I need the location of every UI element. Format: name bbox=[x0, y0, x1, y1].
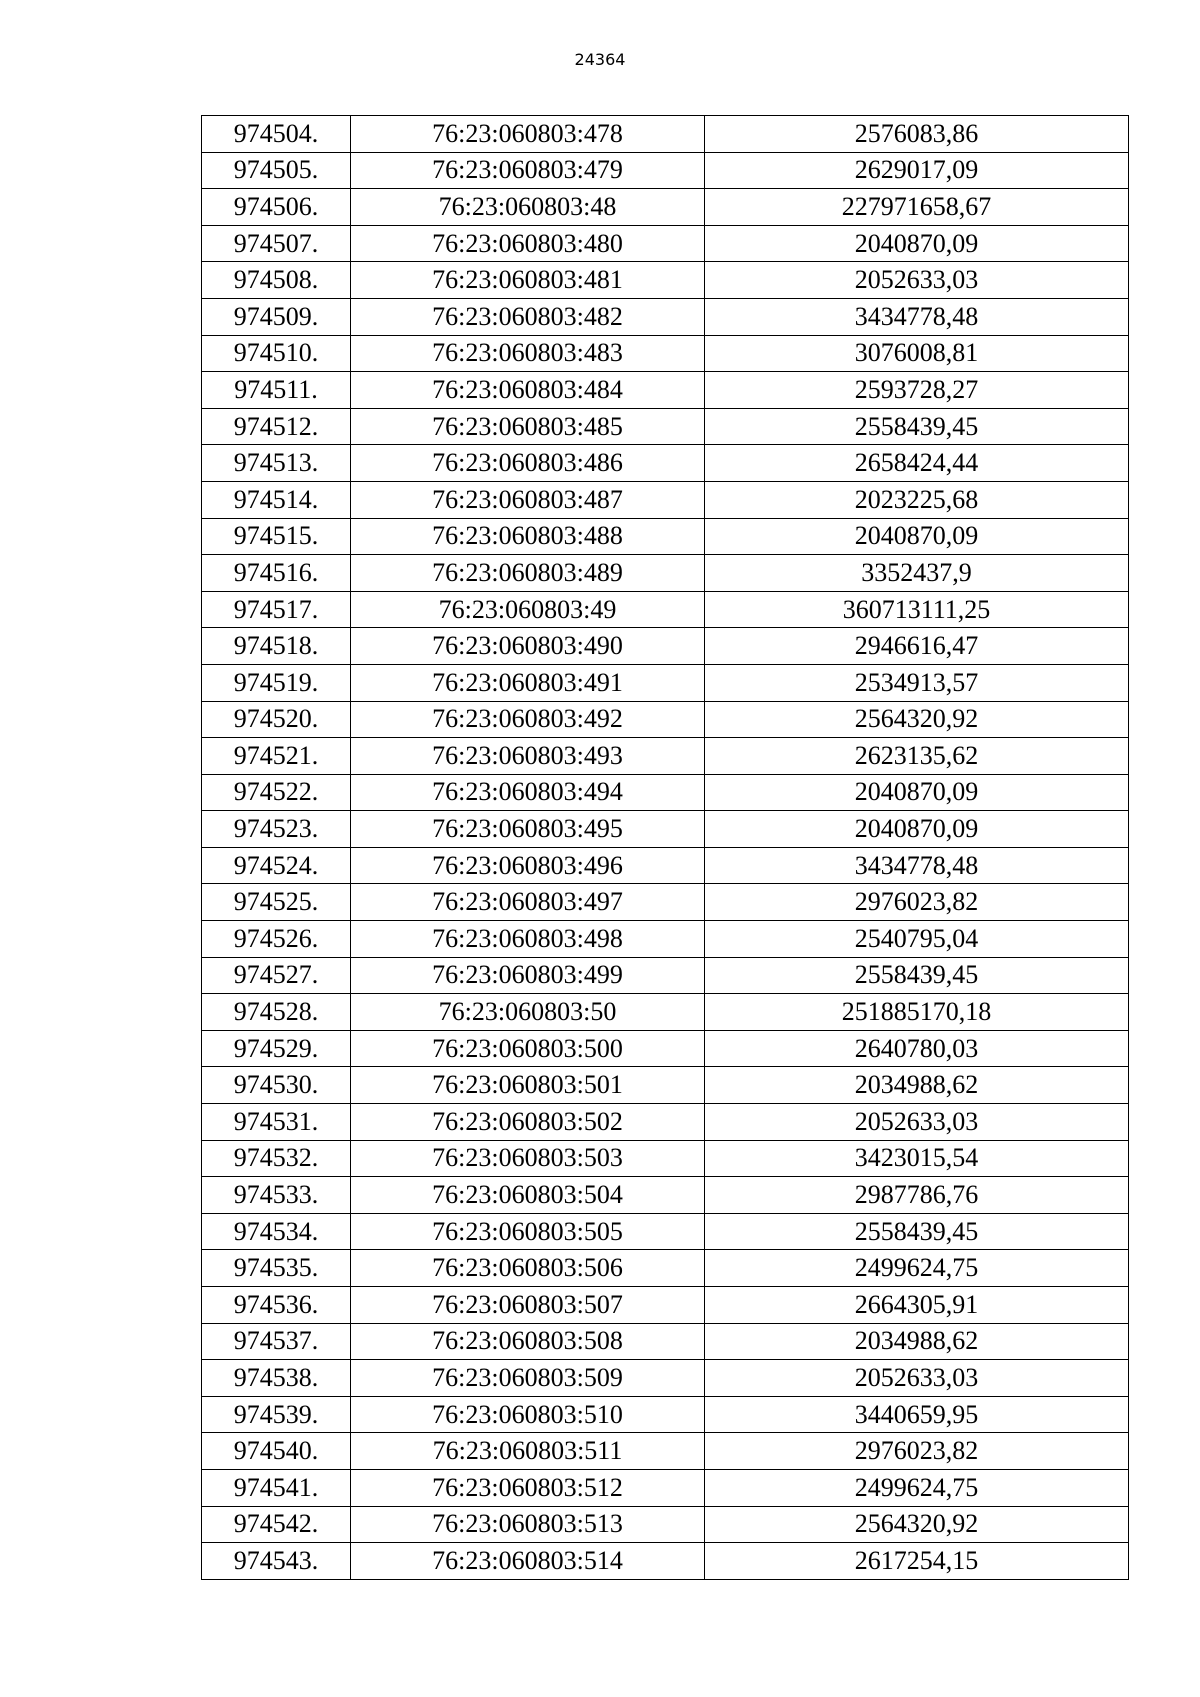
table-row bbox=[202, 1177, 1129, 1214]
table-row bbox=[202, 298, 1129, 335]
cadastral-value-cell: 2558439,45 bbox=[705, 408, 1129, 445]
table-row bbox=[202, 591, 1129, 628]
cadastral-number-cell: 76:23:060803:502 bbox=[351, 1104, 705, 1141]
table-row bbox=[202, 481, 1129, 518]
cadastral-number-cell: 76:23:060803:495 bbox=[351, 811, 705, 848]
table-row bbox=[202, 957, 1129, 994]
cadastral-value-cell: 2558439,45 bbox=[705, 1213, 1129, 1250]
row-number-cell: 974523. bbox=[202, 811, 351, 848]
row-number-cell: 974514. bbox=[202, 481, 351, 518]
cadastral-number-cell: 76:23:060803:493 bbox=[351, 738, 705, 775]
table-row bbox=[202, 1287, 1129, 1324]
row-number-cell: 974542. bbox=[202, 1506, 351, 1543]
row-number-cell: 974504. bbox=[202, 116, 351, 153]
cadastral-number-cell: 76:23:060803:499 bbox=[351, 957, 705, 994]
row-number-cell: 974513. bbox=[202, 445, 351, 482]
table-row bbox=[202, 225, 1129, 262]
row-number-cell: 974520. bbox=[202, 701, 351, 738]
cadastral-value-cell: 227971658,67 bbox=[705, 189, 1129, 226]
cadastral-value-cell: 2658424,44 bbox=[705, 445, 1129, 482]
table-row bbox=[202, 1213, 1129, 1250]
table-row bbox=[202, 811, 1129, 848]
cadastral-value-cell: 2976023,82 bbox=[705, 884, 1129, 921]
cadastral-value-cell: 2976023,82 bbox=[705, 1433, 1129, 1470]
row-number-cell: 974521. bbox=[202, 738, 351, 775]
row-number-cell: 974512. bbox=[202, 408, 351, 445]
table-row bbox=[202, 701, 1129, 738]
cadastral-number-cell: 76:23:060803:482 bbox=[351, 298, 705, 335]
cadastral-number-cell: 76:23:060803:513 bbox=[351, 1506, 705, 1543]
cadastral-value-cell: 2040870,09 bbox=[705, 225, 1129, 262]
cadastral-number-cell: 76:23:060803:492 bbox=[351, 701, 705, 738]
cadastral-number-cell: 76:23:060803:500 bbox=[351, 1030, 705, 1067]
row-number-cell: 974532. bbox=[202, 1140, 351, 1177]
cadastral-number-cell: 76:23:060803:503 bbox=[351, 1140, 705, 1177]
cadastral-value-cell: 3423015,54 bbox=[705, 1140, 1129, 1177]
row-number-cell: 974524. bbox=[202, 847, 351, 884]
row-number-cell: 974535. bbox=[202, 1250, 351, 1287]
cadastral-value-cell: 3434778,48 bbox=[705, 847, 1129, 884]
table-row bbox=[202, 1433, 1129, 1470]
cadastral-value-cell: 2987786,76 bbox=[705, 1177, 1129, 1214]
cadastral-number-cell: 76:23:060803:481 bbox=[351, 262, 705, 299]
row-number-cell: 974538. bbox=[202, 1360, 351, 1397]
cadastral-number-cell: 76:23:060803:512 bbox=[351, 1469, 705, 1506]
row-number-cell: 974541. bbox=[202, 1469, 351, 1506]
table-row bbox=[202, 1360, 1129, 1397]
row-number-cell: 974527. bbox=[202, 957, 351, 994]
row-number-cell: 974505. bbox=[202, 152, 351, 189]
table-row bbox=[202, 884, 1129, 921]
cadastral-number-cell: 76:23:060803:483 bbox=[351, 335, 705, 372]
table-row bbox=[202, 628, 1129, 665]
cadastral-number-cell: 76:23:060803:488 bbox=[351, 518, 705, 555]
row-number-cell: 974507. bbox=[202, 225, 351, 262]
row-number-cell: 974515. bbox=[202, 518, 351, 555]
cadastral-number-cell: 76:23:060803:498 bbox=[351, 921, 705, 958]
table-row bbox=[202, 372, 1129, 409]
row-number-cell: 974518. bbox=[202, 628, 351, 665]
cadastral-number-cell: 76:23:060803:490 bbox=[351, 628, 705, 665]
cadastral-number-cell: 76:23:060803:501 bbox=[351, 1067, 705, 1104]
cadastral-number-cell: 76:23:060803:514 bbox=[351, 1543, 705, 1580]
cadastral-number-cell: 76:23:060803:49 bbox=[351, 591, 705, 628]
table-row bbox=[202, 1067, 1129, 1104]
cadastral-value-cell: 2023225,68 bbox=[705, 481, 1129, 518]
cadastral-number-cell: 76:23:060803:504 bbox=[351, 1177, 705, 1214]
table-row bbox=[202, 994, 1129, 1031]
row-number-cell: 974525. bbox=[202, 884, 351, 921]
row-number-cell: 974533. bbox=[202, 1177, 351, 1214]
row-number-cell: 974519. bbox=[202, 664, 351, 701]
cadastral-value-cell: 2576083,86 bbox=[705, 116, 1129, 153]
row-number-cell: 974522. bbox=[202, 774, 351, 811]
cadastral-number-cell: 76:23:060803:507 bbox=[351, 1287, 705, 1324]
cadastral-value-cell: 2052633,03 bbox=[705, 1360, 1129, 1397]
row-number-cell: 974526. bbox=[202, 921, 351, 958]
table-row bbox=[202, 1543, 1129, 1580]
row-number-cell: 974510. bbox=[202, 335, 351, 372]
table-row bbox=[202, 116, 1129, 153]
row-number-cell: 974537. bbox=[202, 1323, 351, 1360]
table-row bbox=[202, 774, 1129, 811]
cadastral-value-cell: 360713111,25 bbox=[705, 591, 1129, 628]
cadastral-number-cell: 76:23:060803:486 bbox=[351, 445, 705, 482]
cadastral-value-cell: 2558439,45 bbox=[705, 957, 1129, 994]
cadastral-value-cell: 2623135,62 bbox=[705, 738, 1129, 775]
table-row bbox=[202, 847, 1129, 884]
cadastral-number-cell: 76:23:060803:511 bbox=[351, 1433, 705, 1470]
table-row bbox=[202, 1140, 1129, 1177]
cadastral-value-cell: 2593728,27 bbox=[705, 372, 1129, 409]
row-number-cell: 974517. bbox=[202, 591, 351, 628]
cadastral-value-cell: 3434778,48 bbox=[705, 298, 1129, 335]
table-body bbox=[202, 116, 1129, 1580]
row-number-cell: 974540. bbox=[202, 1433, 351, 1470]
cadastral-number-cell: 76:23:060803:496 bbox=[351, 847, 705, 884]
table-row bbox=[202, 1506, 1129, 1543]
row-number-cell: 974516. bbox=[202, 555, 351, 592]
cadastral-number-cell: 76:23:060803:506 bbox=[351, 1250, 705, 1287]
table-row bbox=[202, 1323, 1129, 1360]
cadastral-value-cell: 2664305,91 bbox=[705, 1287, 1129, 1324]
table-row bbox=[202, 921, 1129, 958]
table-row bbox=[202, 664, 1129, 701]
row-number-cell: 974543. bbox=[202, 1543, 351, 1580]
cadastral-value-cell: 2946616,47 bbox=[705, 628, 1129, 665]
cadastral-value-cell: 2540795,04 bbox=[705, 921, 1129, 958]
cadastral-value-cell: 2629017,09 bbox=[705, 152, 1129, 189]
cadastral-number-cell: 76:23:060803:50 bbox=[351, 994, 705, 1031]
table-row bbox=[202, 1030, 1129, 1067]
row-number-cell: 974511. bbox=[202, 372, 351, 409]
cadastral-number-cell: 76:23:060803:497 bbox=[351, 884, 705, 921]
cadastral-value-cell: 2499624,75 bbox=[705, 1469, 1129, 1506]
cadastral-value-cell: 2040870,09 bbox=[705, 774, 1129, 811]
cadastral-number-cell: 76:23:060803:494 bbox=[351, 774, 705, 811]
page-number: 24364 bbox=[574, 50, 626, 69]
cadastral-value-cell: 3440659,95 bbox=[705, 1396, 1129, 1433]
table-row bbox=[202, 555, 1129, 592]
table-row bbox=[202, 408, 1129, 445]
cadastral-number-cell: 76:23:060803:509 bbox=[351, 1360, 705, 1397]
row-number-cell: 974508. bbox=[202, 262, 351, 299]
cadastral-number-cell: 76:23:060803:487 bbox=[351, 481, 705, 518]
cadastral-value-cell: 2052633,03 bbox=[705, 262, 1129, 299]
table-row bbox=[202, 1396, 1129, 1433]
table-row bbox=[202, 262, 1129, 299]
cadastral-number-cell: 76:23:060803:485 bbox=[351, 408, 705, 445]
table-row bbox=[202, 1104, 1129, 1141]
cadastral-value-cell: 251885170,18 bbox=[705, 994, 1129, 1031]
row-number-cell: 974534. bbox=[202, 1213, 351, 1250]
row-number-cell: 974509. bbox=[202, 298, 351, 335]
cadastral-number-cell: 76:23:060803:491 bbox=[351, 664, 705, 701]
cadastral-number-cell: 76:23:060803:479 bbox=[351, 152, 705, 189]
cadastral-number-cell: 76:23:060803:478 bbox=[351, 116, 705, 153]
cadastral-number-cell: 76:23:060803:489 bbox=[351, 555, 705, 592]
cadastral-number-cell: 76:23:060803:484 bbox=[351, 372, 705, 409]
cadastral-value-cell: 2534913,57 bbox=[705, 664, 1129, 701]
row-number-cell: 974536. bbox=[202, 1287, 351, 1324]
table-row bbox=[202, 152, 1129, 189]
table-row bbox=[202, 1469, 1129, 1506]
table-row bbox=[202, 445, 1129, 482]
cadastral-value-cell: 2564320,92 bbox=[705, 701, 1129, 738]
cadastral-value-cell: 2617254,15 bbox=[705, 1543, 1129, 1580]
table-row bbox=[202, 335, 1129, 372]
cadastral-value-cell: 2040870,09 bbox=[705, 518, 1129, 555]
cadastral-value-cell: 2052633,03 bbox=[705, 1104, 1129, 1141]
table-row bbox=[202, 189, 1129, 226]
cadastral-value-cell: 2040870,09 bbox=[705, 811, 1129, 848]
cadastral-value-cell: 2499624,75 bbox=[705, 1250, 1129, 1287]
cadastral-value-cell: 2034988,62 bbox=[705, 1323, 1129, 1360]
table-row bbox=[202, 738, 1129, 775]
cadastral-value-cell: 2564320,92 bbox=[705, 1506, 1129, 1543]
table-row bbox=[202, 518, 1129, 555]
row-number-cell: 974539. bbox=[202, 1396, 351, 1433]
cadastral-value-cell: 2640780,03 bbox=[705, 1030, 1129, 1067]
table-row bbox=[202, 1250, 1129, 1287]
cadastral-value-cell: 2034988,62 bbox=[705, 1067, 1129, 1104]
row-number-cell: 974506. bbox=[202, 189, 351, 226]
cadastral-number-cell: 76:23:060803:505 bbox=[351, 1213, 705, 1250]
cadastral-value-cell: 3076008,81 bbox=[705, 335, 1129, 372]
row-number-cell: 974531. bbox=[202, 1104, 351, 1141]
cadastral-number-cell: 76:23:060803:480 bbox=[351, 225, 705, 262]
cadastral-number-cell: 76:23:060803:48 bbox=[351, 189, 705, 226]
cadastral-value-cell: 3352437,9 bbox=[705, 555, 1129, 592]
row-number-cell: 974530. bbox=[202, 1067, 351, 1104]
cadastral-value-table bbox=[201, 115, 1129, 1580]
cadastral-number-cell: 76:23:060803:510 bbox=[351, 1396, 705, 1433]
row-number-cell: 974528. bbox=[202, 994, 351, 1031]
cadastral-number-cell: 76:23:060803:508 bbox=[351, 1323, 705, 1360]
row-number-cell: 974529. bbox=[202, 1030, 351, 1067]
